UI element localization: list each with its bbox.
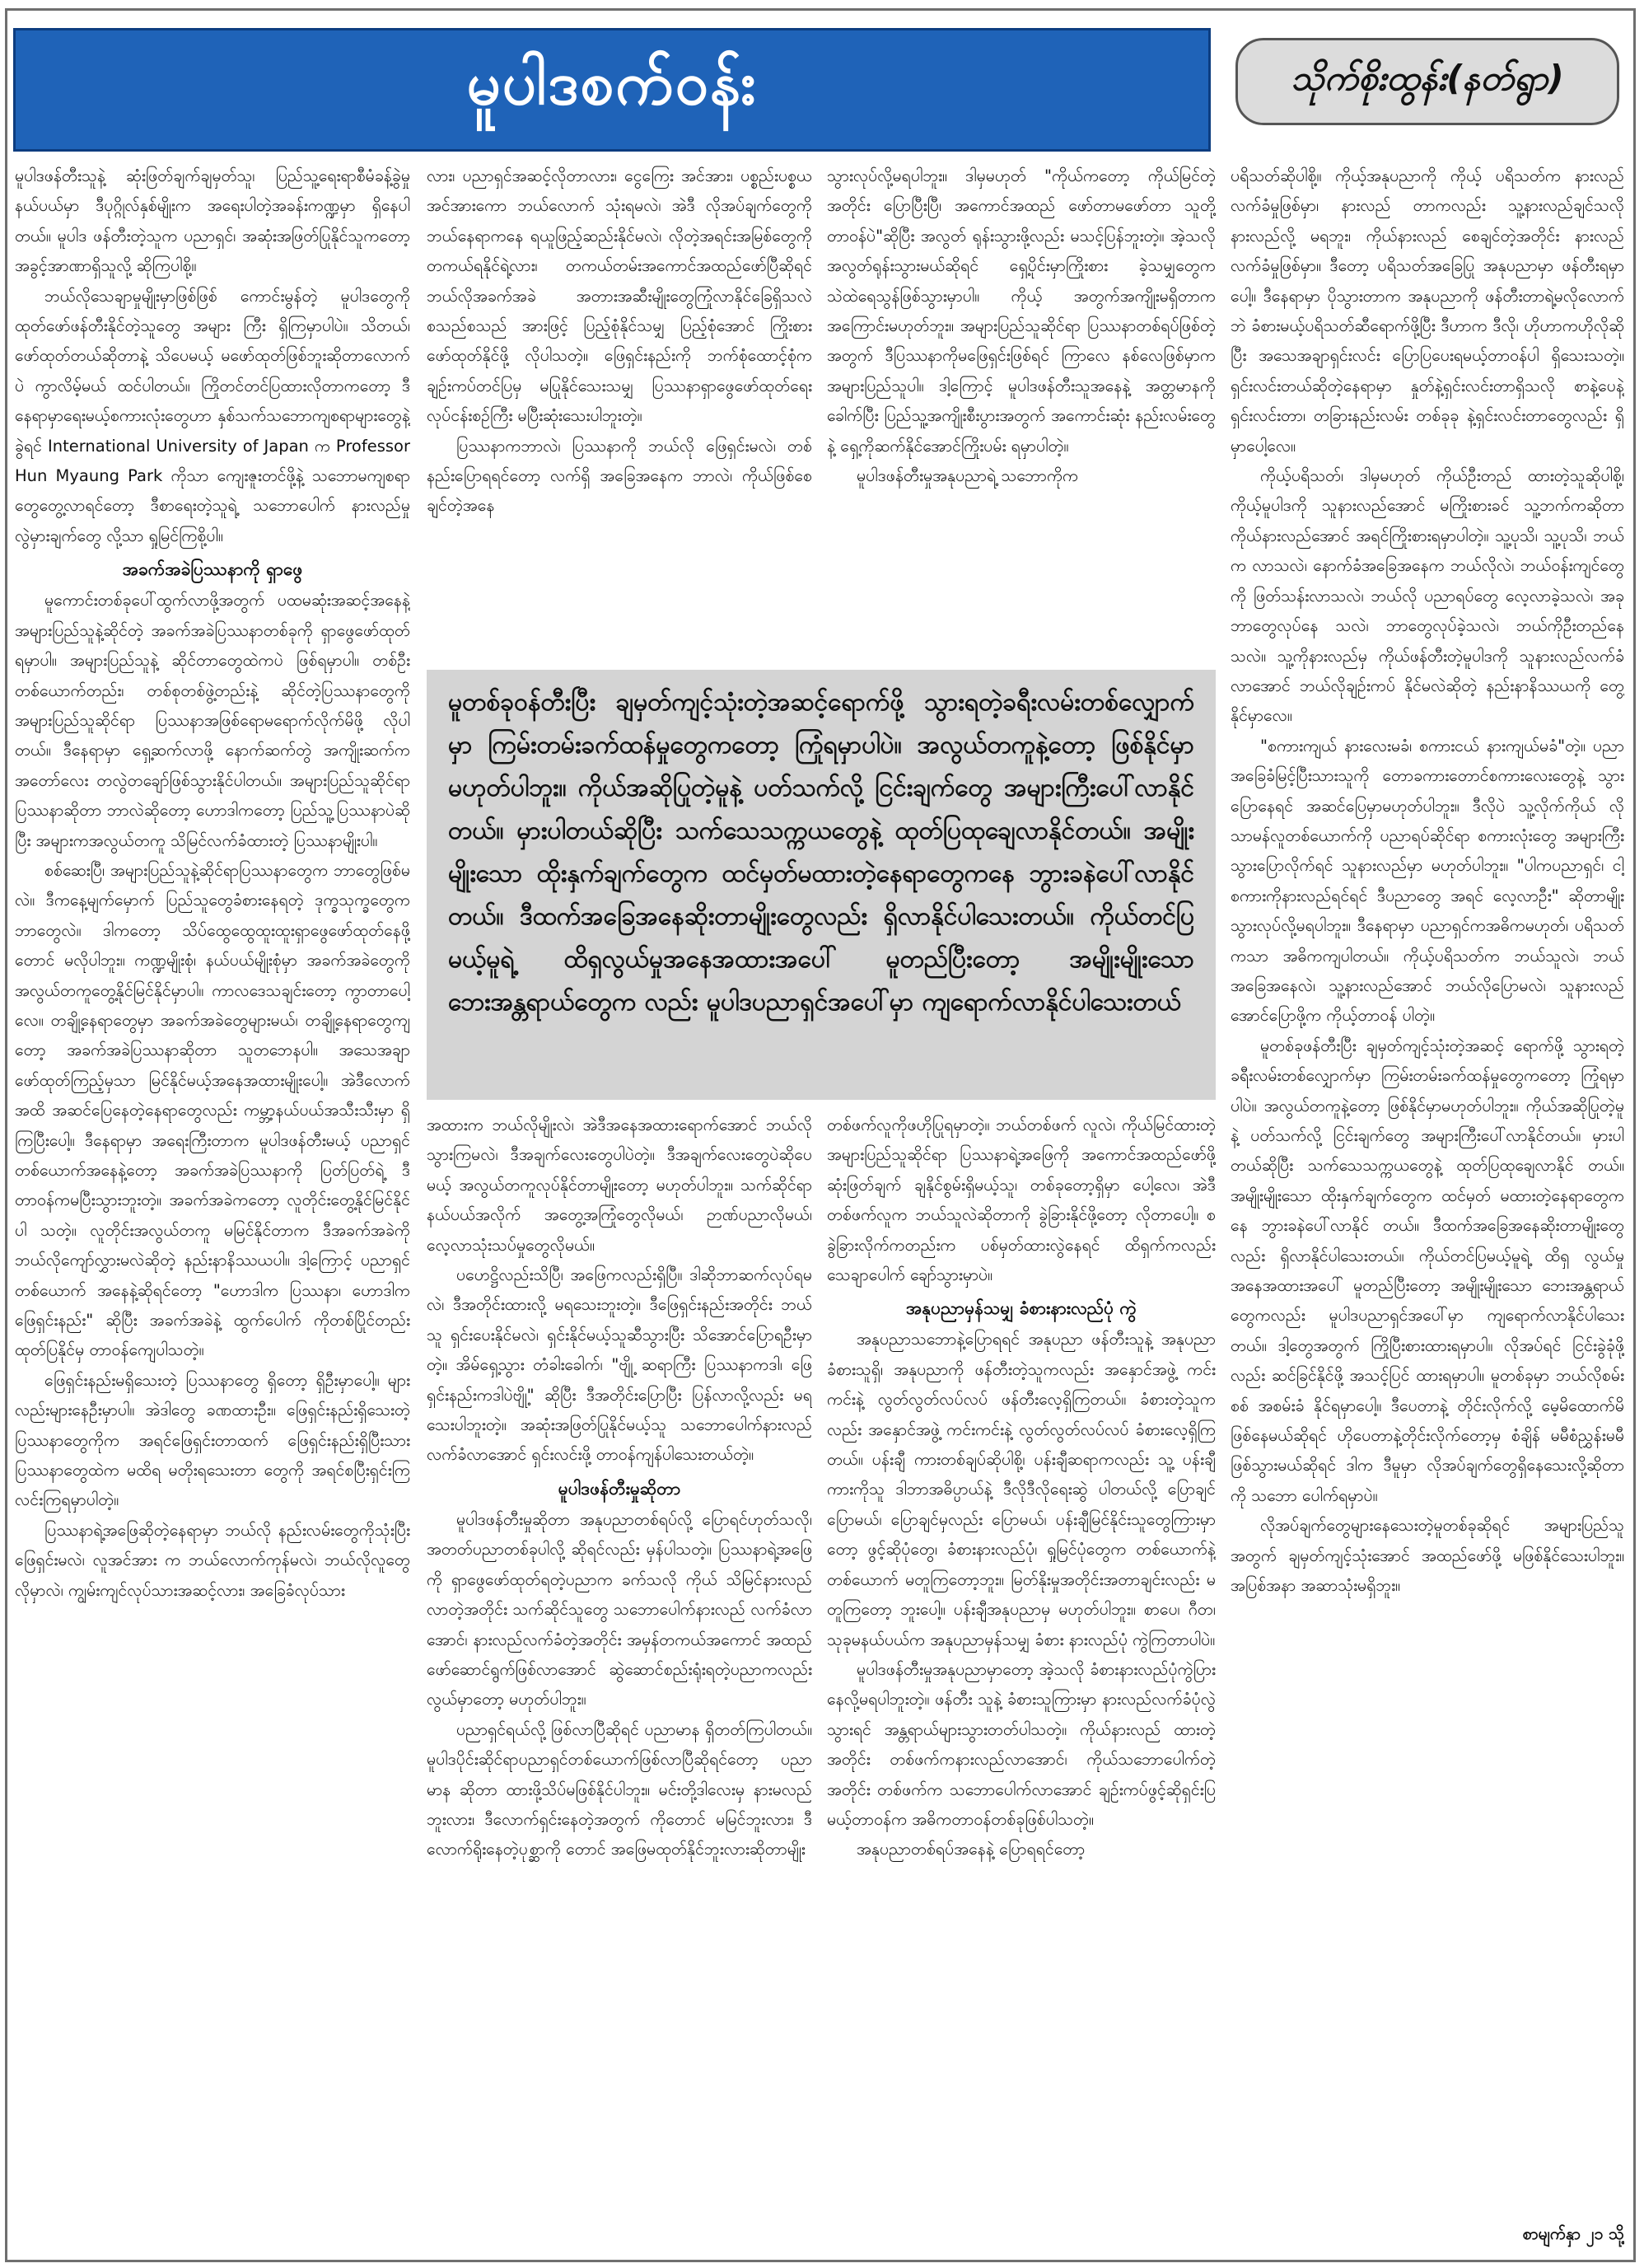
body-paragraph: ပညာရှင်ရယ်လို့ ဖြစ်လာပြီဆိုရင် ပညာမာန ရှိတတ်ကြပါတယ်။ မူပါဒပိုင်းဆိုင်ရာပညာရှင်တစ်ယောက်ဖြစ်လာပြီဆိုရင်တော့ ပညာမာန ဆိုတာ ထားဖို့သိပ်မဖြစ်နိုင်ပါဘူး။ မင်းတို့ဒါလေးမှ နားမလည်ဘူးလား၊ ဒီလောက်ရှင်းနေတဲ့အတွက် ကိုတောင် မမြင်ဘူးလား၊ ဒီလောက်ရိုးနေတဲ့ပုစ္ဆာကို တောင် အဖြေမထုတ်နိုင်ဘူးလားဆိုတာမျိုး [427, 1719, 812, 1859]
body-paragraph: မူပါဒဖန်တီးသူနဲ့ ဆုံးဖြတ်ချက်ချမှတ်သူ၊ ပြည်သူ့ရေးရာစီမံခန့်ခွဲမှုနယ်ပယ်မှာ ဒီပုဂ္ဂိုလ်နှစ်မျိုးက အရေးပါတဲ့အခန်းကဏ္ဍမှာ ရှိနေပါတယ်။ မူပါဒ ဖန်တီးတဲ့သူက ပညာရှင်၊ အဆုံးအဖြတ်ပြုနိုင်သူကတော့ အခွင့်အာဏာရှိသူလို့ ဆိုကြပါစို့။ [15, 166, 410, 276]
body-paragraph: သွားလုပ်လို့မရပါဘူး။ ဒါမှမဟုတ် "ကိုယ်ကတော့ ကိုယ်မြင်တဲ့အတိုင်း ပြောပြီးပြီ၊ အကောင်အထည် ဖော်တာမဖော်တာ သူတို့တာဝန်ပဲ"ဆိုပြီး အလွတ် ရုန်းသွားဖို့လည်း မသင့်ပြန်ဘူးတဲ့။ အဲ့သလို အလွတ်ရုန်းသွားမယ်ဆိုရင် ရှေ့ပိုင်းမှာကြိုးစား ခဲ့သမျှတွေက သဲထဲရေသွန်ဖြစ်သွားမှာပါ။ ကိုယ့် အတွက်အကျိုးမရှိတာက အကြောင်းမဟုတ်ဘူး။ အများပြည်သူဆိုင်ရာ ပြဿနာတစ်ရပ်ဖြစ်တဲ့ အတွက် ဒီပြဿနာကိုမဖြေရှင်းဖြစ်ရင် ကြာလေ နစ်လေဖြစ်မှာက အများပြည်သူပါ။ ဒါ့ကြောင့် မူပါဒဖန်တီးသူအနေနဲ့ အတ္တမာနကို ခေါက်ပြီး ပြည်သူ့အကျိုးစီးပွားအတွက် အကောင်းဆုံး နည်းလမ်းတွေနဲ့ ရှေ့ကိုဆက်နိုင်အောင်ကြိုးပမ်း ရမှာပါတဲ့။ [827, 166, 1216, 456]
column-3-top [827, 161, 1216, 660]
body-paragraph: ပြဿနာကဘာလဲ၊ ပြဿနာကို ဘယ်လို ဖြေရှင်းမလဲ၊ တစ်နည်းပြောရရင်တော့ လက်ရှိ အခြေအနေက ဘာလဲ၊ ကိုယ်ဖြစ်စေချင်တဲ့အနေ [427, 436, 812, 516]
body-paragraph: အနုပညာတစ်ရပ်အနေနဲ့ ပြောရရင်တော့ [857, 1840, 1086, 1859]
body-paragraph: စစ်ဆေးပြီ၊ အများပြည်သူနဲ့ဆိုင်ရာပြဿနာတွေက ဘာတွေဖြစ်မလဲ။ ဒီကနေ့မျက်မှောက် ပြည်သူတွေခံစားနေရတဲ့ ဒုက္ခသုက္ခတွေက ဘာတွေလဲ။ ဒါကတော့ သိပ်ထွေထွေထူးထူးရှာဖွေဖော်ထုတ်နေဖို့တောင် မလိုပါဘူး။ ကဏ္ဍမျိုးစုံ၊ နယ်ပယ်မျိုးစုံမှာ အခက်အခဲတွေကို အလွယ်တကူတွေ့နိုင်မြင်နိုင်မှာပါ။ ကာလဒေသချင်းတော့ ကွာတာပေါ့လေ။ တချို့နေရာတွေမှာ အခက်အခဲတွေများမယ်၊ တချို့နေရာတွေကျတော့ အခက်အခဲပြဿနာဆိုတာ သူတဘေနပါ။ အသေအချာ ဖော်ထုတ်ကြည့်မှသာ မြင်နိုင်မယ့်အနေအထားမျိုးပေါ့။ အဲဒီလောက်အထိ အဆင်ပြေနေတဲ့နေရာတွေလည်း ကမ္ဘာ့နယ်ပယ်အသီးသီးမှာ ရှိကြပြီးပေါ့။ ဒီနေရာမှာ အရေးကြီးတာက မူပါဒဖန်တီးမယ့် ပညာရှင်တစ်ယောက်အနေနဲ့တော့ အခက်အခဲပြဿနာကို ပြတ်ပြတ်ရဲ့ ဒီတာဝန်ကမပြီးသွားဘူးတဲ့။ အခက်အခဲကတော့ လူတိုင်းတွေ့နိုင်မြင်နိုင်ပါ သတဲ့။ လူတိုင်းအလွယ်တကူ မမြင်နိုင်တာက ဒီအခက်အခဲကို ဘယ်လိုကျော်လွှားမလဲဆိုတဲ့ နည်းနာနိဿယပါ။ ဒါ့ကြောင့် ပညာရှင်တစ်ယောက် အနေနဲ့ဆိုရင်တော့ "ဟောဒါက ပြဿနာ၊ ဟောဒါက ဖြေရှင်းနည်း" ဆိုပြီး အခက်အခဲနဲ့ ထွက်ပေါက် ကိုတစ်ပြိုင်တည်းထုတ်ပြနိုင်မှ တာဝန်ကျေပါသတဲ့။ [15, 860, 410, 1360]
body-paragraph: ပြဿနာရဲ့အဖြေဆိုတဲ့နေရာမှာ ဘယ်လို နည်းလမ်းတွေကိုသုံးပြီး ဖြေရှင်းမလဲ၊ လူအင်အား က ဘယ်လောက်ကုန်မလဲ၊ ဘယ်လိုလူတွေလိုမှာလဲ၊ ကျွမ်းကျင်လုပ်သားအဆင့်လား၊ အခြေခံလုပ်သား [15, 1520, 410, 1600]
body-paragraph: တစ်ဖက်လူကိုဖဟိုပြုရမှာတဲ့။ ဘယ်တစ်ဖက် လူလဲ၊ ကိုယ်မြင်ထားတဲ့ အများပြည်သူဆိုင်ရာ ပြဿနာရဲ့အဖြေကို အကောင်အထည်ဖော်ဖို့ ဆုံးဖြတ်ချက် ချနိုင်စွမ်းရှိမယ့်သူ၊ တစ်ခုတော့ရှိမှာ ပေါ့လေ၊ အဲဒီတစ်ဖက်လူက ဘယ်သူလဲဆိုတာကို ခွဲခြားနိုင်ဖို့တော့ လိုတာပေါ့။ စခွဲခြားလိုက်ကတည်းက ပစ်မှတ်ထားလွဲနေရင် ထိရှက်ကလည်း သေချာပေါက် ချော်သွားမှာပဲ။ [827, 1115, 1216, 1285]
body-paragraph: လား၊ ပညာရှင်အဆင့်လိုတာလား၊ ငွေကြေး အင်အား၊ ပစ္စည်းပစ္စယအင်အားကော ဘယ်လောက် သုံးရမလဲ၊ အဲဒီ လိုအပ်ချက်တွေကို ဘယ်နေရာကနေ ရယူဖြည့်ဆည်းနိုင်မလဲ၊ လိုတဲ့အရင်းအမြစ်တွေကို တကယ်ရနိုင်ရဲ့လား၊ တကယ်တမ်းအကောင်အထည်ဖော်ပြီဆိုရင် ဘယ်လိုအခက်အခဲ အတားအဆီးမျိုးတွေကြုံလာနိုင်ခြေရှိသလဲ စသည်စသည် အားဖြင့် ပြည့်စုံနိုင်သမျှ ပြည့်စုံအောင် ကြိုးစားဖော်ထုတ်နိုင်ဖို့ လိုပါသတဲ့။ ဖြေရှင်းနည်းကို ဘက်စုံထောင့်စုံက ချဉ်းကပ်တင်ပြမှ မပြုနိုင်သေးသမျှ ပြဿနာရှာဖွေဖော်ထုတ်ရေးလုပ်ငန်းစဉ်ကြီး မပြီးဆုံးသေးပါဘူးတဲ့။ [427, 166, 812, 426]
body-paragraph: မူကောင်းတစ်ခုပေါ်ထွက်လာဖို့အတွက် ပထမဆုံးအဆင့်အနေနဲ့ အများပြည်သူနဲ့ဆိုင်တဲ့ အခက်အခဲပြဿနာတစ်ခုကို ရှာဖွေဖော်ထုတ်ရမှာပါ။ အများပြည်သူနဲ့ ဆိုင်တာတွေထဲကပဲ ဖြစ်ရမှာပါ။ တစ်ဦးတစ်ယောက်တည်း၊ တစ်စုတစ်ဖွဲ့တည်းနဲ့ ဆိုင်တဲ့ပြဿနာတွေကို အများပြည်သူဆိုင်ရာ ပြဿနာအဖြစ်ရောမရောက်လိုက်မိဖို့ လိုပါတယ်။ ဒီနေရာမှာ ရှေ့ဆက်လာဖို့ နောက်ဆက်တွဲ အကျိုးဆက်က အတော်လေး တလွဲတချော်ဖြစ်သွားနိုင်ပါတယ်။ အများပြည်သူဆိုင်ရာပြဿနာဆိုတာ ဘာလဲဆိုတော့ ဟောဒါကတော့ ပြည်သူ့ပြဿနာပဲဆိုပြီး အများကအလွယ်တကူ သိမြင်လက်ခံထားတဲ့ ပြဿနာမျိုးပါ။ [15, 591, 410, 850]
column-4 [1231, 161, 1624, 2213]
body-paragraph: မူပါဒဖန်တီးမှုအနုပညာမှာတော့ အဲ့သလို ခံစားနားလည်ပုံကွဲပြားနေလို့မရပါဘူးတဲ့။ ဖန်တီး သူနဲ့ ခံစားသူကြားမှာ နားလည်လက်ခံပုံလွဲသွားရင် အန္တရာယ်များသွားတတ်ပါသတဲ့။ ကိုယ်နားလည် ထားတဲ့အတိုင်း တစ်ဖက်ကနားလည်လာအောင်၊ ကိုယ်သဘောပေါက်တဲ့အတိုင်း တစ်ဖက်က သဘောပေါက်လာအောင် ချဉ်းကပ်ဖွင့်ဆိုရှင်းပြ မယ့်တာဝန်က အဓိကတာဝန်တစ်ခုဖြစ်ပါသတဲ့။ [827, 1659, 1216, 1829]
column-1 [15, 161, 410, 2246]
body-paragraph: "စကားကျယ် နားလေးမခံ၊ စကားငယ် နားကျယ်မခံ"တဲ့။ ပညာအခြေခံမြင့်ပြီးသားသူကို တောခကားတောင်စကားလေးတွေနဲ့ သွားပြောနေရင် အဆင်ပြေမှာမဟုတ်ပါဘူး။ ဒီလိုပဲ သူ့လိုက်ကိုယ် လို သာမန်လူတစ်ယောက်ကို ပညာရပ်ဆိုင်ရာ စကားလုံးတွေ အများကြီးသွားပြောလိုက်ရင် သူနားလည်မှာ မဟုတ်ပါဘူး။ "ပါကပညာရှင်၊ ငါ့စကားကိုနားလည်ရင်ရင် ဒီပညာတွေ အရင် လေ့လာဦး" ဆိုတာမျိုး သွားလုပ်လို့မရပါဘူး။ ဒီနေရာမှာ ပညာရှင်ကအဓိကမဟုတ်၊ ပရိသတ် ကသာ အဓိကကျပါတယ်။ ကိုယ့်ပရိသတ်က ဘယ်သူလဲ၊ ဘယ်အခြေအနေလဲ၊ သူ့နားလည်အောင် ဘယ်လိုပြောမလဲ၊ သူနားလည်အောင်ပြောဖို့က ကိုယ့်တာဝန် ပါတဲ့။ [1231, 736, 1624, 1026]
body-paragraph: ပရိသတ်ဆိုပါစို့။ ကိုယ့်အနုပညာကို ကိုယ့် ပရိသတ်က နားလည်လက်ခံမှုဖြစ်မှာ၊ နားလည် တာကလည်း သူ့နားလည်ချင်သလို နားလည်လို့ မရဘူး၊ ကိုယ်နားလည် စေချင်တဲ့အတိုင်း နားလည် လက်ခံမှုဖြစ်မှာ။ ဒီတော့ ပရိသတ်အခြေပြု အနုပညာမှာ ဖန်တီးရမှာပေါ့။ ဒီနေရာမှာ ပိုသွားတာက အနုပညာကို ဖန်တီးတာရဲ့မလိုလောက် ဘဲ ခံစားမယ့်ပရိသတ်ဆီရောက်ဖို့ပြီး ဒီဟာက ဒီလို၊ ဟိုဟာကဟိုလိုဆိုပြီး အသေအချာရှင်းလင်း ပြောပြပေးရမယ့်တာဝန်ပါ ရှိသေးသတဲ့။ ရှင်းလင်းတယ်ဆိုတဲ့နေရာမှာ နှုတ်နဲ့ရှင်းလင်းတာရှိသလို စာနဲ့ပေနဲ့ရှင်းလင်းတာ၊ တခြားနည်းလမ်း တစ်ခုခု နဲ့ရှင်းလင်းတာတွေလည်း ရှိမှာပေါ့လေ။ [1231, 166, 1624, 456]
section-heading: အခက်အခဲပြဿနာကို ရှာဖွေ [122, 559, 303, 580]
body-paragraph: ကိုယ့်ပရိသတ်၊ ဒါမှမဟုတ် ကိုယ်ဦးတည် ထားတဲ့သူဆိုပါစို့၊ ကိုယ့်မူပါဒကို သူနားလည်အောင် မကြိုးစားခင် သူ့ဘက်ကဆိုတာ ကိုယ်နားလည်အောင် အရင်ကြိုးစားရမှာပါတဲ့။ သူ့ပုသိ၊ သူ့ပုသိ၊ ဘယ်က လာသလဲ၊ နောက်ခံအခြေအနေက ဘယ်လိုလဲ၊ ဘယ်ဝန်းကျင်တွေကို ဖြတ်သန်းလာသလဲ၊ ဘယ်လို ပညာရပ်တွေ လေ့လာခဲ့သလဲ၊ အခုဘာတွေလုပ်နေ သလဲ၊ ဘာတွေလုပ်ခဲ့သလဲ၊ ဘယ်ကိုဦးတည်နေ သလဲ။ သူ့ကိုနားလည်မှ ကိုယ်ဖန်တီးတဲ့မူပါဒကို သူနားလည်လက်ခံလာအောင် ဘယ်လိုချဉ်းကပ် နိုင်မလဲဆိုတဲ့ နည်းနာနိဿယကို တွေ့နိုင်မှာလေ။ [1231, 466, 1624, 726]
body-paragraph: မူပါဒဖန်တီးမှုဆိုတာ အနုပညာတစ်ရပ်လို့ ပြောရင်ဟုတ်သလို၊ အတတ်ပညာတစ်ခုပါလို့ ဆိုရင်လည်း မှန်ပါသတဲ့။ ပြဿနာရဲ့အဖြေကို ရှာဖွေဖော်ထုတ်ရတဲ့ပညာက ခက်သလို ကိုယ် သိမြင်နားလည်လာတဲ့အတိုင်း သက်ဆိုင်သူတွေ သဘောပေါက်နားလည် လက်ခံလာအောင်၊ နားလည်လက်ခံတဲ့အတိုင်း အမှန်တကယ်အကောင် အထည်ဖော်ဆောင်ရွက်ဖြစ်လာအောင် ဆွဲဆောင်စည်းရုံးရတဲ့ပညာကလည်း လွယ်မှာတော့ မဟုတ်ပါဘူး။ [427, 1509, 812, 1709]
author-byline: သိုက်စိုးထွန်း(နတ်ရွာ) [1235, 38, 1619, 125]
column-2-top [427, 161, 812, 660]
column-2-bottom [427, 1111, 812, 2246]
body-paragraph: အထားက ဘယ်လိုမျိုးလဲ၊ အဲဒီအနေအထားရောက်အောင် ဘယ်လိုသွားကြမလဲ၊ ဒီအချက်လေးတွေပါပဲတဲ့။ ဒီအချက်လေးတွေပဲဆိုပေမယ့် အလွယ်တကူလုပ်နိုင်တာမျိုးတော့ မဟုတ်ပါဘူး။ သက်ဆိုင်ရာနယ်ပယ်အလိုက် အတွေ့အကြုံတွေလိုမယ်၊ ဉာဏ်ပညာလိုမယ်၊ လေ့လာသုံးသပ်မှုတွေလိုမယ်။ [427, 1115, 812, 1255]
body-paragraph: မူပါဒဖန်တီးမှုအနုပညာရဲ့ သဘောကိုက [857, 466, 1079, 486]
body-paragraph: မူတစ်ခုဖန်တီးပြီး ချမှတ်ကျင့်သုံးတဲ့အဆင့် ရောက်ဖို့ သွားရတဲ့ခရီးလမ်းတစ်လျှောက်မှာ ကြမ်းတမ်းခက်ထန်မှုတွေကတော့ ကြုံရမှာပါပဲ။ အလွယ်တကူနဲ့တော့ ဖြစ်နိုင်မှာမဟုတ်ပါဘူး။ ကိုယ်အဆိုပြုတဲ့မူနဲ့ ပတ်သက်လို့ ငြင်းချက်တွေ အများကြီးပေါ်လာနိုင်တယ်။ မှားပါတယ်ဆိုပြီး သက်သေသက္ကယတွေနဲ့ ထုတ်ပြထုချေလာနိုင် တယ်။ အမျိုးမျိုးသော ထိုးနှက်ချက်တွေက ထင်မှတ် မထားတဲ့နေရာတွေကနေ ဘွားခနဲပေါ်လာနိုင် တယ်။ ဒီထက်အခြေအနေဆိုးတာမျိုးတွေလည်း ရှိလာနိုင်ပါသေးတယ်။ ကိုယ်တင်ပြမယ့်မူရဲ့ ထိရှ လွယ်မှုအနေအထားအပေါ် မူတည်ပြီးတော့ အမျိုးမျိုးသော ဘေးအန္တရာယ်တွေကလည်း မူပါဒပညာရှင်အပေါ်မှာ ကျရောက်လာနိုင်ပါသေး တယ်။ ဒါ့တွေအတွက် ကြိုပြီးစားထားရမှာပါ။ လိုအပ်ရင် ငြင်းခွဲခုံဖို့လည်း ဆင်ခြင်နိုင်ဖို့ အသင့်ပြင် ထားရမှာပါ။ မူတစ်ခုမှာ ဘယ်လိုစမ်းစစ် အစမ်းခံ နိုင်ရမှာပေါ့။ ဒီပေတာနဲ့ တိုင်းလိုက်လို့ မေ့မိထောက်မိ ဖြစ်နေမယ်ဆိုရင် ဟိုပေတာနဲ့တိုင်းလိုက်တော့မှ စံချိန် မမီစံညွှန်းမမီ ဖြစ်သွားမယ်ဆိုရင် ဒါက ဒီမူမှာ လိုအပ်ချက်တွေရှိနေသေးလို့ဆိုတာကို သဘော ပေါက်ရမှာပဲ။ [1231, 1036, 1624, 1505]
section-heading: မူပါဒဖန်တီးမှုဆိုတာ [558, 1478, 681, 1499]
column-3-bottom [827, 1111, 1216, 2246]
body-paragraph: ဘယ်လိုသေချာမှုမျိုးမှာဖြစ်ဖြစ် ကောင်းမွန်တဲ့ မူပါဒတွေကို ထုတ်ဖော်ဖန်တီးနိုင်တဲ့သူတွေ အများ ကြီး ရှိကြမှာပါပဲ။ သိတယ်၊ ဖော်ထုတ်တယ်ဆိုတာနဲ့ သိပေမယ့် မဖော်ထုတ်ဖြစ်ဘူးဆိုတာလောက်ပဲ ကွာလိမ့်မယ် ထင်ပါတယ်။ ကြိုတင်တင်ပြထားလိုတာကတော့ ဒီနေရာမှာရေးမယ့်စကားလုံးတွေဟာ နှစ်သက်သဘောကျစရာများတွေနဲ့ခွဲရင် International University of Japan က Professor Hun Myaung Park ကိုသာ ကျေးဇူးတင်ဖို့နဲ့ သဘောမကျစရာတွေတွေ့လာရင်တော့ ဒီစာရေးတဲ့သူရဲ့ သဘောပေါက် နားလည်မှုလွဲမှားချက်တွေ လို့သာ ရှုမြင်ကြစို့ပါ။ [15, 286, 410, 545]
continued-on-page: စာမျက်နှာ ၂၁ သို့ [1522, 2224, 1624, 2243]
title-banner [13, 28, 1211, 152]
body-paragraph: ပဟေဋ္ဌိလည်းသိပြီ၊ အဖြေကလည်းရှိပြီ။ ဒါဆိုဘာဆက်လုပ်ရမလဲ၊ ဒီအတိုင်းထားလို့ မရသေးဘူးတဲ့။ ဒီဖြေရှင်းနည်းအတိုင်း ဘယ်သူ ရှင်းပေးနိုင်မလဲ၊ ရှင်းနိုင်မယ့်သူဆီသွားပြီး သိအောင်ပြောရဦးမှာတဲ့။ အိမ်ရှေ့သွား တံခါးခေါက်၊ "ဗျို့ ဆရာကြီး ပြဿနာကဒါ၊ ဖြေရှင်းနည်းကဒါပဲဗျို့" ဆိုပြီး ဒီအတိုင်းပြောပြီး ပြန်လာလို့လည်း မရသေးပါဘူးတဲ့။ အဆုံးအဖြတ်ပြုနိုင်မယ့်သူ သဘောပေါက်နားလည် လက်ခံလာအောင် ရှင်းလင်းဖို့ တာဝန်ကျန်ပါသေးတယ်တဲ့။ [427, 1265, 812, 1465]
section-heading: အနုပညာမှန်သမျှ ခံစားနားလည်ပုံ ကွဲ [906, 1298, 1137, 1319]
body-paragraph: လိုအပ်ချက်တွေများနေသေးတဲ့မူတစ်ခုဆိုရင် အများပြည်သူအတွက် ချမှတ်ကျင့်သုံးအောင် အထည်ဖော်ဖို့ မဖြစ်နိုင်သေးပါဘူး။ အပြစ်အနာ အဆာသုံးမရှိဘူး။ [1231, 1516, 1624, 1596]
pull-quote: မူတစ်ခုဝန်တီးပြီး ချမှတ်ကျင့်သုံးတဲ့အဆင့်ရောက်ဖို့ သွားရတဲ့ခရီးလမ်းတစ်လျှောက်မှာ ကြမ်းတမ်းခက်ထန်မှုတွေကတော့ ကြုံရမှာပါပဲ။ အလွယ်တကူနဲ့တော့ ဖြစ်နိုင်မှာမဟုတ်ပါဘူး။ ကိုယ်အဆိုပြုတဲ့မူနဲ့ ပတ်သက်လို့ ငြင်းချက်တွေ အများကြီးပေါ်လာနိုင်တယ်။ မှားပါတယ်ဆိုပြီး သက်သေသက္ကယတွေနဲ့ ထုတ်ပြထုချေလာနိုင်တယ်။ အမျိုးမျိုးသော ထိုးနှက်ချက်တွေက ထင်မှတ်မထားတဲ့နေရာတွေကနေ ဘွားခနဲပေါ်လာနိုင်တယ်။ ဒီထက်အခြေအနေဆိုးတာမျိုးတွေလည်း ရှိလာနိုင်ပါသေးတယ်။ ကိုယ်တင်ပြမယ့်မူရဲ့ ထိရှလွယ်မှုအနေအထားအပေါ် မူတည်ပြီးတော့ အမျိုးမျိုးသော ဘေးအန္တရာယ်တွေက လည်း မူပါဒပညာရှင်အပေါ်မှာ ကျရောက်လာနိုင်ပါသေးတယ် [427, 670, 1216, 1100]
article-title: မူပါဒစက်ဝန်း [466, 49, 758, 118]
continuation-note [1433, 2219, 1624, 2252]
body-paragraph: အနုပညာသဘောနဲ့ပြောရရင် အနုပညာ ဖန်တီးသူနဲ့ အနုပညာခံစားသူရှိ၊ အနုပညာကို ဖန်တီးတဲ့သူကလည်း အနှောင်အဖွဲ့ ကင်းကင်းနဲ့ လွတ်လွတ်လပ်လပ် ဖန်တီးလေ့ရှိကြတယ်။ ခံစားတဲ့သူကလည်း အနှောင်အဖွဲ့ ကင်းကင်းနဲ့ လွတ်လွတ်လပ်လပ် ခံစားလေ့ရှိကြတယ်။ ပန်းချီ ကားတစ်ချပ်ဆိုပါစို့၊ ပန်းချီဆရာကလည်း သူ့ ပန်းချီကားကိုသူ ဒါဘာအဓိပ္ပာယ်နဲ့ ဒီလိုဒီလိုရေးဆွဲ ပါတယ်လို့ ပြောချင်ပြောမယ်၊ ပြောချင်မှလည်း ပြောမယ်၊ ပန်းချီမြင်နိုင်းသူတွေကြားမှာတော့ ဖွင့်ဆိုပုံတွေ၊ ခံစားနားလည်ပုံ၊ ရှုမြင်ပုံတွေက တစ်ယောက်နဲ့တစ်ယောက် မတူကြတော့ဘူး။ မြတ်နိုးမှုအတိုင်းအတာချင်းလည်း မတူကြတော့ ဘူးပေါ့။ ပန်းချီအနုပညာမှ မဟုတ်ပါဘူး။ စာပေ၊ ဂီတ၊ သုခုမနယ်ပယ်က အနုပညာမှန်သမျှ ခံစား နားလည်ပုံ ကွဲကြတာပါပဲ။ [827, 1330, 1216, 1649]
body-paragraph: ဖြေရှင်းနည်းမရှိသေးတဲ့ ပြဿနာတွေ ရှိတော့ ရှိဦးမှာပေါ့။ များလည်းများနေဦးမှာပါ။ အဲဒါတွေ ခဏထားဦး။ ဖြေရှင်းနည်းရှိသေးတဲ့ ပြဿနာတွေကိုက အရင်ဖြေရှင်းတာထက် ဖြေရှင်းနည်းရှိပြီးသားပြဿနာတွေထဲက မထိရ မတိုးရသေးတာ တွေကို အရင်စပြီးရှင်းကြလင်းကြရမှာပါတဲ့။ [15, 1370, 410, 1510]
